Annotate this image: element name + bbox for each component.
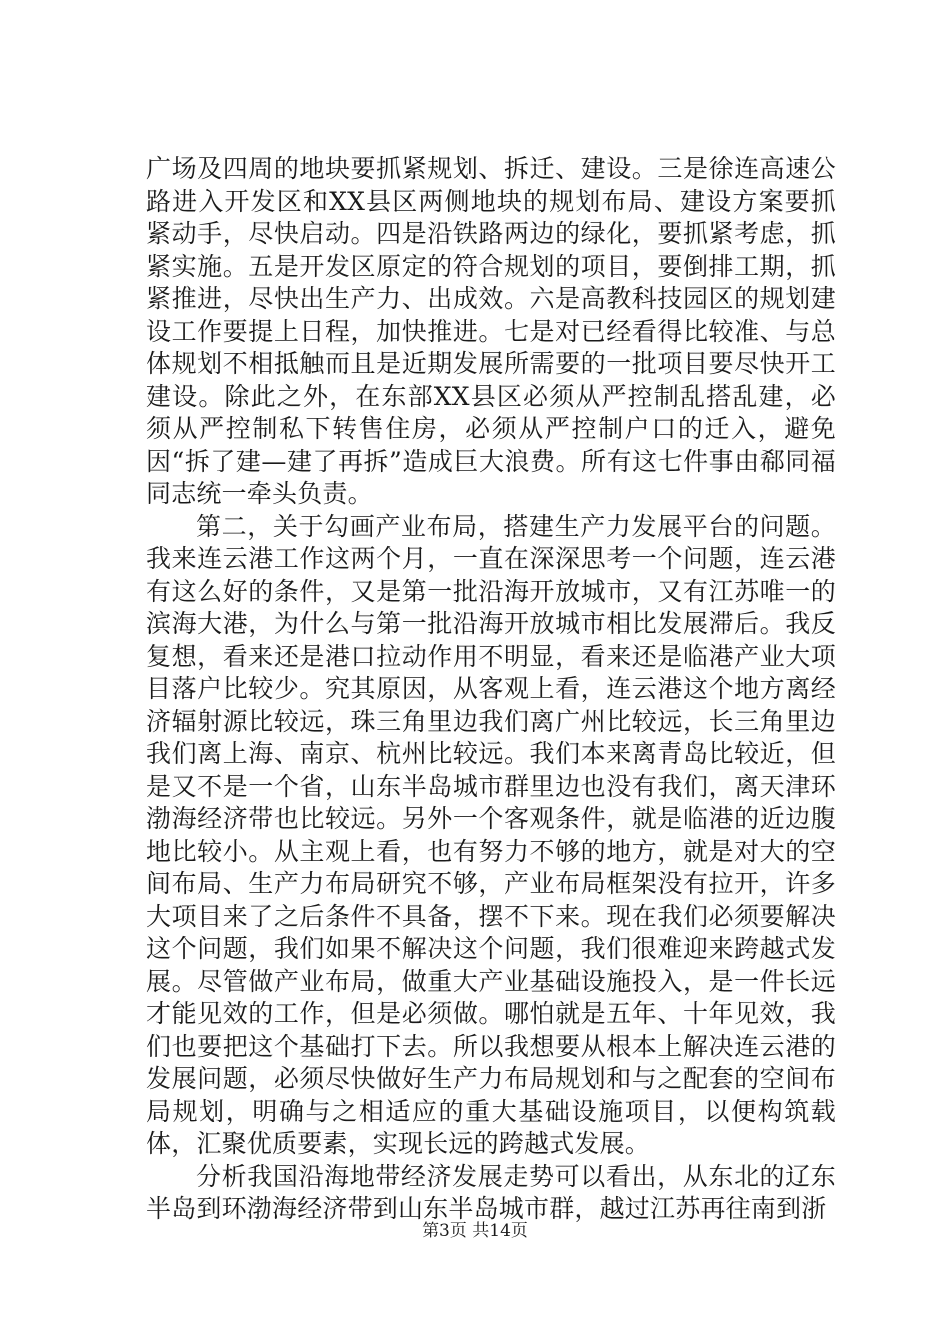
page-footer: 第3页 共14页 (422, 1221, 528, 1241)
paragraph-3: 分析我国沿海地带经济发展走势可以看出，从东北的辽东半岛到环渤海经济带到山东半岛城市群，越过江苏再往南到浙 (146, 1161, 836, 1223)
paragraph-1: 广场及四周的地块要抓紧规划、拆迁、建设。三是徐连高速公路进入开发区和XX县区两侧地块的规划布局、建设方案要抓紧动手，尽快启动。四是沿铁路两边的绿化，要抓紧考虑，抓紧实施。五是开发区原定的符合规划的项目，要倒排工期，抓紧推进，尽快出生产力、出成效。六是高教科技园区的规划建设工作要提上日程，加快推进。七是对已经看得比较准、与总体规划不相抵触而且是近期发展所需要的一批项目要尽快开工建设。除此之外，在东部XX县区必须从严控制乱搭乱建，必须从严控制私下转售住房，必须从严控制户口的迁入，避免因“拆了建—建了再拆”造成巨大浪费。所有这七件事由郗同福同志统一牵头负责。 (146, 154, 836, 508)
document-body (146, 153, 836, 1226)
paragraph-2: 第二，关于勾画产业布局，搭建生产力发展平台的问题。我来连云港工作这两个月，一直在深深思考一个问题，连云港有这么好的条件，又是第一批沿海开放城市，又有江苏唯一的滨海大港，为什么与第一批沿海开放城市相比发展滞后。我反复想，看来还是港口拉动作用不明显，看来还是临港产业大项目落户比较少。究其原因，从客观上看，连云港这个地方离经济辐射源比较远，珠三角里边我们离广州比较远，长三角里边我们离上海、南京、杭州比较远。我们本来离青岛比较近，但是又不是一个省，山东半岛城市群里边也没有我们，离天津环渤海经济带也比较远。另外一个客观条件，就是临港的近边腹地比较小。从主观上看，也有努力不够的地方，就是对大的空间布局、生产力布局研究不够，产业布局框架没有拉开，许多大项目来了之后条件不具备，摆不下来。现在我们必须要解决这个问题，我们如果不解决这个问题，我们很难迎来跨越式发展。尽管做产业布局，做重大产业基础设施投入，是一件长远才能见效的工作，但是必须做。哪怕就是五年、十年见效，我们也要把这个基础打下去。所以我想要从根本上解决连云港的发展问题，必须尽快做好生产力布局规划和与之配套的空间布局规划，明确与之相适应的重大基础设施项目，以便构筑载体，汇聚优质要素，实现长远的跨越式发展。 (146, 511, 836, 1158)
